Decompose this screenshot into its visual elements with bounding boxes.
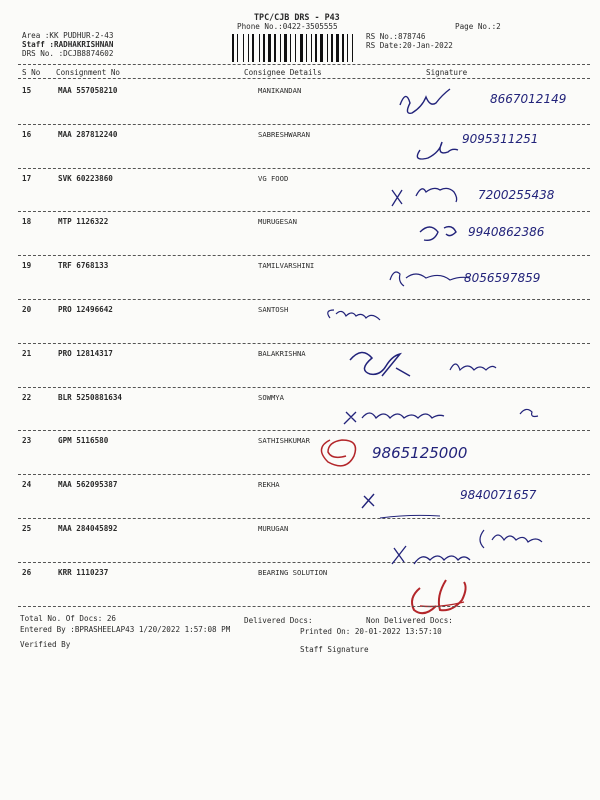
total-docs: Total No. Of Docs: 26	[20, 614, 117, 623]
handwritten-phone-number: 8667012149	[490, 92, 567, 106]
row-consignee: TAMILVARSHINI	[258, 261, 315, 271]
column-header-sno: S No	[22, 68, 41, 77]
row-consignee: MURUGAN	[258, 524, 289, 533]
row-sno: 23	[22, 436, 32, 446]
area-label: Area :KK PUDHUR-2-43	[22, 31, 114, 40]
row-consignee: SOWMYA	[258, 392, 284, 402]
row-consignment: MAA 287812240	[58, 129, 118, 139]
drs-number: DRS No. :DCJB8874602	[22, 49, 114, 58]
handwritten-phone-number: 9940862386	[468, 225, 545, 240]
row-consignment: KRR 1110237	[58, 567, 109, 577]
row-sno: 18	[22, 217, 32, 227]
row-consignee: VG FOOD	[258, 173, 289, 183]
rs-number: RS No.:878746	[366, 32, 426, 41]
row-consignment: GPM 5116580	[58, 436, 109, 446]
row-consignment: MAA 562095387	[58, 480, 118, 490]
row-sno: 17	[22, 173, 32, 183]
row-sno: 26	[22, 567, 32, 577]
row-consignment: SVK 60223860	[58, 173, 113, 183]
rs-date: RS Date:20-Jan-2022	[366, 41, 453, 50]
row-consignment: TRF 6768133	[58, 261, 109, 271]
handwritten-phone-number: 8056597859	[464, 271, 541, 286]
staff-signature-label: Staff Signature	[300, 645, 369, 654]
row-consignee: BALAKRISHNA	[258, 348, 306, 358]
column-header-consignment: Consignment No	[56, 68, 121, 77]
row-consignment: MAA 284045892	[58, 524, 118, 533]
row-sno: 16	[22, 129, 32, 139]
verified-by: Verified By	[20, 640, 71, 649]
row-consignment: PRO 12814317	[58, 348, 113, 358]
handwritten-phone-number: 9840071657	[460, 488, 537, 503]
row-consignment: PRO 12496642	[58, 305, 113, 314]
staff-label: Staff :RADHAKRISHNAN	[22, 40, 114, 49]
row-consignee: REKHA	[258, 480, 280, 490]
row-consignee: SABRESHWARAN	[258, 129, 310, 139]
printed-on: Printed On: 20-01-2022 13:57:10	[300, 627, 442, 636]
row-consignment: MTP 1126322	[58, 217, 109, 227]
row-sno: 15	[22, 86, 32, 95]
row-sno: 21	[22, 348, 32, 358]
row-consignment: BLR 5250881634	[58, 392, 123, 402]
column-header-consignee: Consignee Details	[244, 68, 322, 77]
page-number: Page No.:2	[455, 22, 501, 31]
row-sno: 20	[22, 305, 32, 314]
row-sno: 22	[22, 392, 32, 402]
row-consignee: SATHISHKUMAR	[258, 436, 310, 446]
row-consignee: MURUGESAN	[258, 217, 297, 227]
row-consignee: SANTOSH	[258, 305, 289, 314]
entered-by: Entered By :BPRASHEELAP43 1/20/2022 1:57:08 PM	[20, 625, 231, 634]
divider	[18, 606, 590, 607]
delivered-docs: Delivered Docs:	[244, 616, 313, 625]
row-sno: 25	[22, 524, 32, 533]
row-consignment: MAA 557058210	[58, 86, 118, 95]
document-title: TPC/CJB DRS - P43	[254, 12, 340, 22]
phone-number: Phone No.:0422-3505555	[237, 22, 338, 31]
row-consignee: BEARING SOLUTION	[258, 567, 328, 577]
handwritten-phone-number: 9095311251	[462, 131, 539, 146]
handwritten-phone-number: 9865125000	[372, 444, 468, 463]
row-consignee: MANIKANDAN	[258, 86, 302, 95]
non-delivered-docs: Non Delivered Docs:	[366, 616, 453, 625]
row-sno: 19	[22, 261, 32, 271]
column-header-signature: Signature	[426, 68, 468, 77]
handwritten-phone-number: 7200255438	[478, 187, 555, 202]
row-sno: 24	[22, 480, 32, 490]
